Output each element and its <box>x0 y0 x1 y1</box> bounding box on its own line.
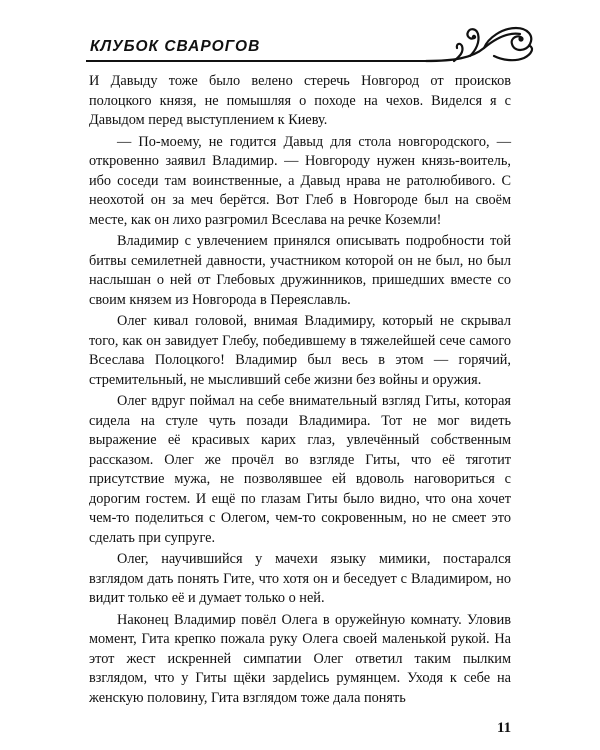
paragraph: И Давыду тоже было велено стеречь Новгород от происков полоцкого князя, не помышляя о походе на чехов. Виделся я с Давыдом перед выступлением к Киеву. <box>89 73 511 128</box>
paragraph: Владимир с увлечением принялся описывать подробности той битвы семилетней давности, участником которой он не был, но был наслышан о ней от Глебовых дружинников, пришедших вместе со своим князем из Новгорода в Переяславль. <box>89 233 511 308</box>
paragraph: — По-моему, не годится Давыд для стола новгородского, — откровенно заявил Владимир. — Новгороду нужен князь-воитель, ибо соседи там воинственные, а Давыд нрава не ратолюбивого. С неохотой он за меч берётся. Вот Глеб в Новгороде был на своём месте, как он лихо разгромил Всеслава на речке Коземли! <box>89 133 511 228</box>
running-title: КЛУБОК СВАРОГОВ <box>90 38 261 55</box>
scroll-ornament-icon <box>424 22 536 68</box>
body-text <box>89 72 511 710</box>
paragraph: Олег вдруг поймал на себе внимательный взгляд Гиты, которая сидела на стуле чуть позади Владимира. Тот не мог видеть выражение её красивых карих глаз, увлечённый собственным рассказом. Олег же прочёл во взгляде Гиты, что её тяготит присутствие мужа, не позволявшее ей вдоволь наговориться с дорогим гостем. И ещё по глазам Гиты было видно, что она хочет чем-то поделиться с Олегом, чем-то сокровенным, но не смеет это сделать при супруге. <box>89 393 511 546</box>
paragraph: Олег, научившийся у мачехи языку мимики, постарался взглядом дать понять Гите, что хотя он и беседует с Владимиром, но видит только её и думает только о ней. <box>89 551 511 606</box>
page-number: 11 <box>497 720 512 736</box>
header-rule <box>86 60 436 62</box>
paragraph: Олег кивал головой, внимая Владимиру, который не скрывал того, как он завидует Глебу, победившему в тяжелейшей сече самого Всеслава Полоцкого! Владимир был весь в этом — горячий, стремительный, не мысливший себе жизни без войны и оружия. <box>89 313 511 388</box>
paragraph: Наконец Владимир повёл Олега в оружейную комнату. Уловив момент, Гита крепко пожала руку Олега своей маленькой рукой. На этот жест искренней симпатии Олег ответил таким пылким взглядом, что у Гиты щёки зардelись румянцем. Уходя к себе на женскую половину, Гита взглядом тоже дала понять <box>89 611 511 706</box>
running-header <box>86 22 536 68</box>
